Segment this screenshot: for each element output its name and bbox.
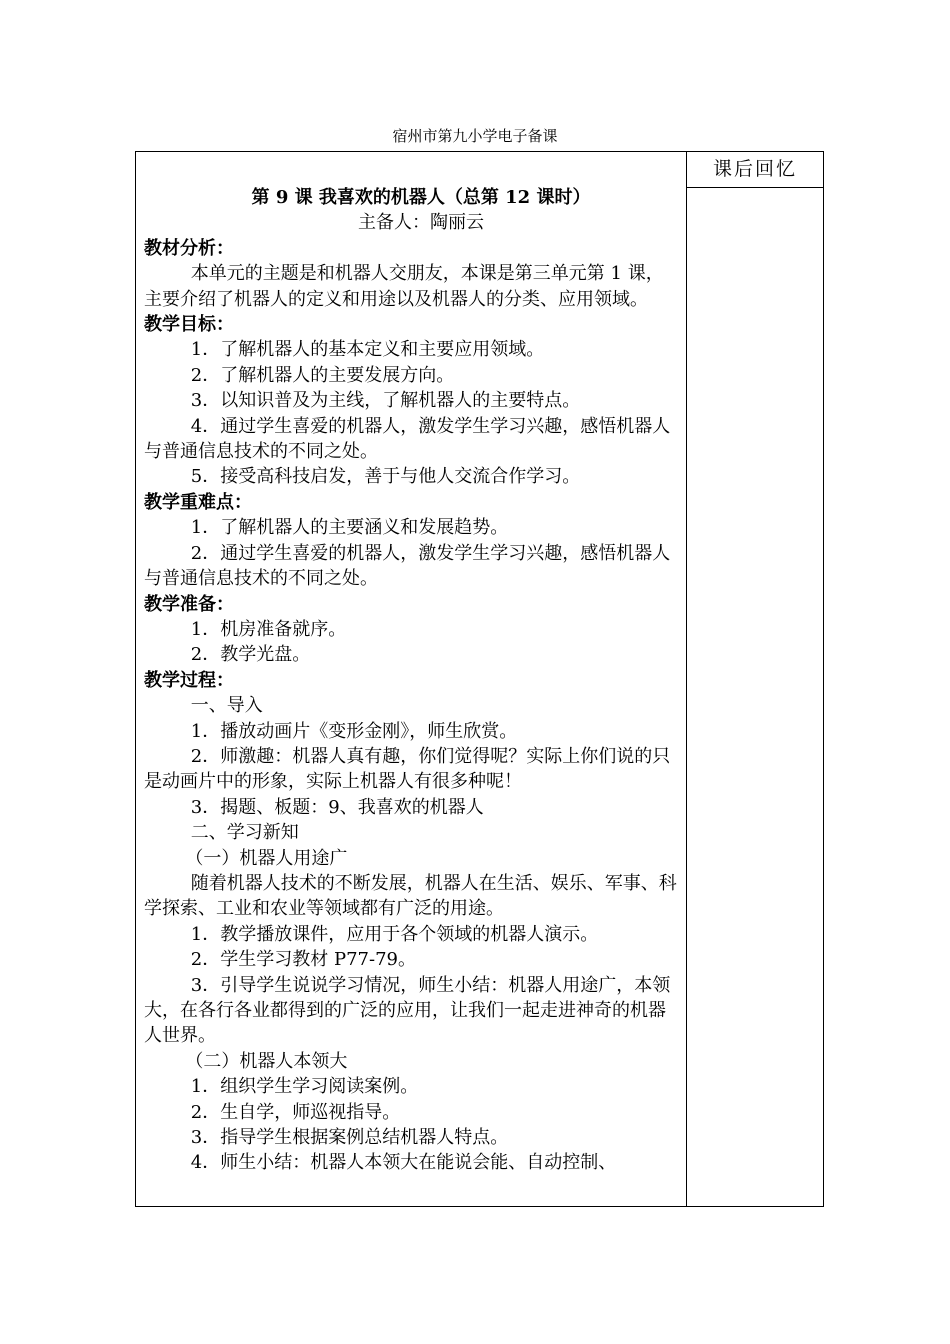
section-heading: 教学目标： — [144, 314, 234, 336]
lesson-content — [144, 185, 678, 1176]
lesson-author: 主备人：陶丽云 — [358, 212, 484, 234]
paragraph: 2．通过学生喜爱的机器人，激发学生学习兴趣，感悟机器人与普通信息技术的不同之处。 — [144, 542, 671, 590]
paragraph: 1．教学播放课件，应用于各个领域的机器人演示。 — [190, 923, 599, 945]
paragraph: 2．学生学习教材 P77-79。 — [190, 949, 416, 971]
section-heading: 教材分析： — [144, 237, 234, 259]
column-divider — [686, 152, 687, 1206]
lesson-title: 第 9 课 我喜欢的机器人（总第 12 课时） — [251, 187, 591, 208]
paragraph: 5．接受高科技启发，善于与他人交流合作学习。 — [190, 466, 581, 488]
after-class-notes-header: 课后回忆 — [712, 158, 797, 180]
paragraph: 1．了解机器人的主要涵义和发展趋势。 — [190, 517, 509, 539]
paragraph: 2．了解机器人的主要发展方向。 — [190, 364, 455, 386]
paragraph: 二、学习新知 — [190, 822, 299, 844]
paragraph: 4．通过学生喜爱的机器人，激发学生学习兴趣，感悟机器人与普通信息技术的不同之处。 — [144, 415, 671, 463]
lesson-table — [135, 151, 824, 1207]
paragraph: 4．师生小结：机器人本领大在能说会能、自动控制、 — [190, 1152, 617, 1174]
paragraph: 2．教学光盘。 — [190, 644, 311, 666]
paragraph: 2．生自学，师巡视指导。 — [190, 1101, 401, 1123]
page-header: 宿州市第九小学电子备课 — [392, 127, 558, 145]
paragraph: 一、导入 — [190, 695, 263, 717]
paragraph: 1．播放动画片《变形金刚》，师生欣赏。 — [190, 720, 518, 742]
paragraph: 3．指导学生根据案例总结机器人特点。 — [190, 1127, 509, 1149]
paragraph: （二）机器人本领大 — [185, 1050, 348, 1072]
section-heading: 教学重难点： — [144, 491, 252, 513]
side-header-divider — [686, 187, 823, 188]
paragraph: 1．了解机器人的基本定义和主要应用领域。 — [190, 339, 545, 361]
paragraph: 1．机房准备就序。 — [190, 618, 347, 640]
paragraph: 3．以知识普及为主线，了解机器人的主要特点。 — [190, 390, 581, 412]
paragraph: 3．引导学生说说学习情况，师生小结：机器人用途广，本领大，在各行各业都得到的广泛的应用，让我们一起走进神奇的机器人世界。 — [144, 974, 671, 1047]
paragraph: 本单元的主题是和机器人交朋友，本课是第三单元第 1 课，主要介绍了机器人的定义和用途以及机器人的分类、应用领域。 — [144, 263, 664, 310]
paragraph: 随着机器人技术的不断发展，机器人在生活、娱乐、军事、科学探索、工业和农业等领域都有广泛的用途。 — [144, 872, 677, 920]
paragraph: 3．揭题、板题：9、我喜欢的机器人 — [190, 796, 484, 818]
paragraph: 1．组织学生学习阅读案例。 — [190, 1076, 419, 1098]
paragraph: 2．师激趣：机器人真有趣，你们觉得呢？实际上你们说的只是动画片中的形象，实际上机器人有很多种呢！ — [144, 745, 671, 793]
paragraph: （一）机器人用途广 — [185, 847, 348, 869]
section-heading: 教学过程： — [144, 669, 234, 691]
section-heading: 教学准备： — [144, 593, 234, 615]
